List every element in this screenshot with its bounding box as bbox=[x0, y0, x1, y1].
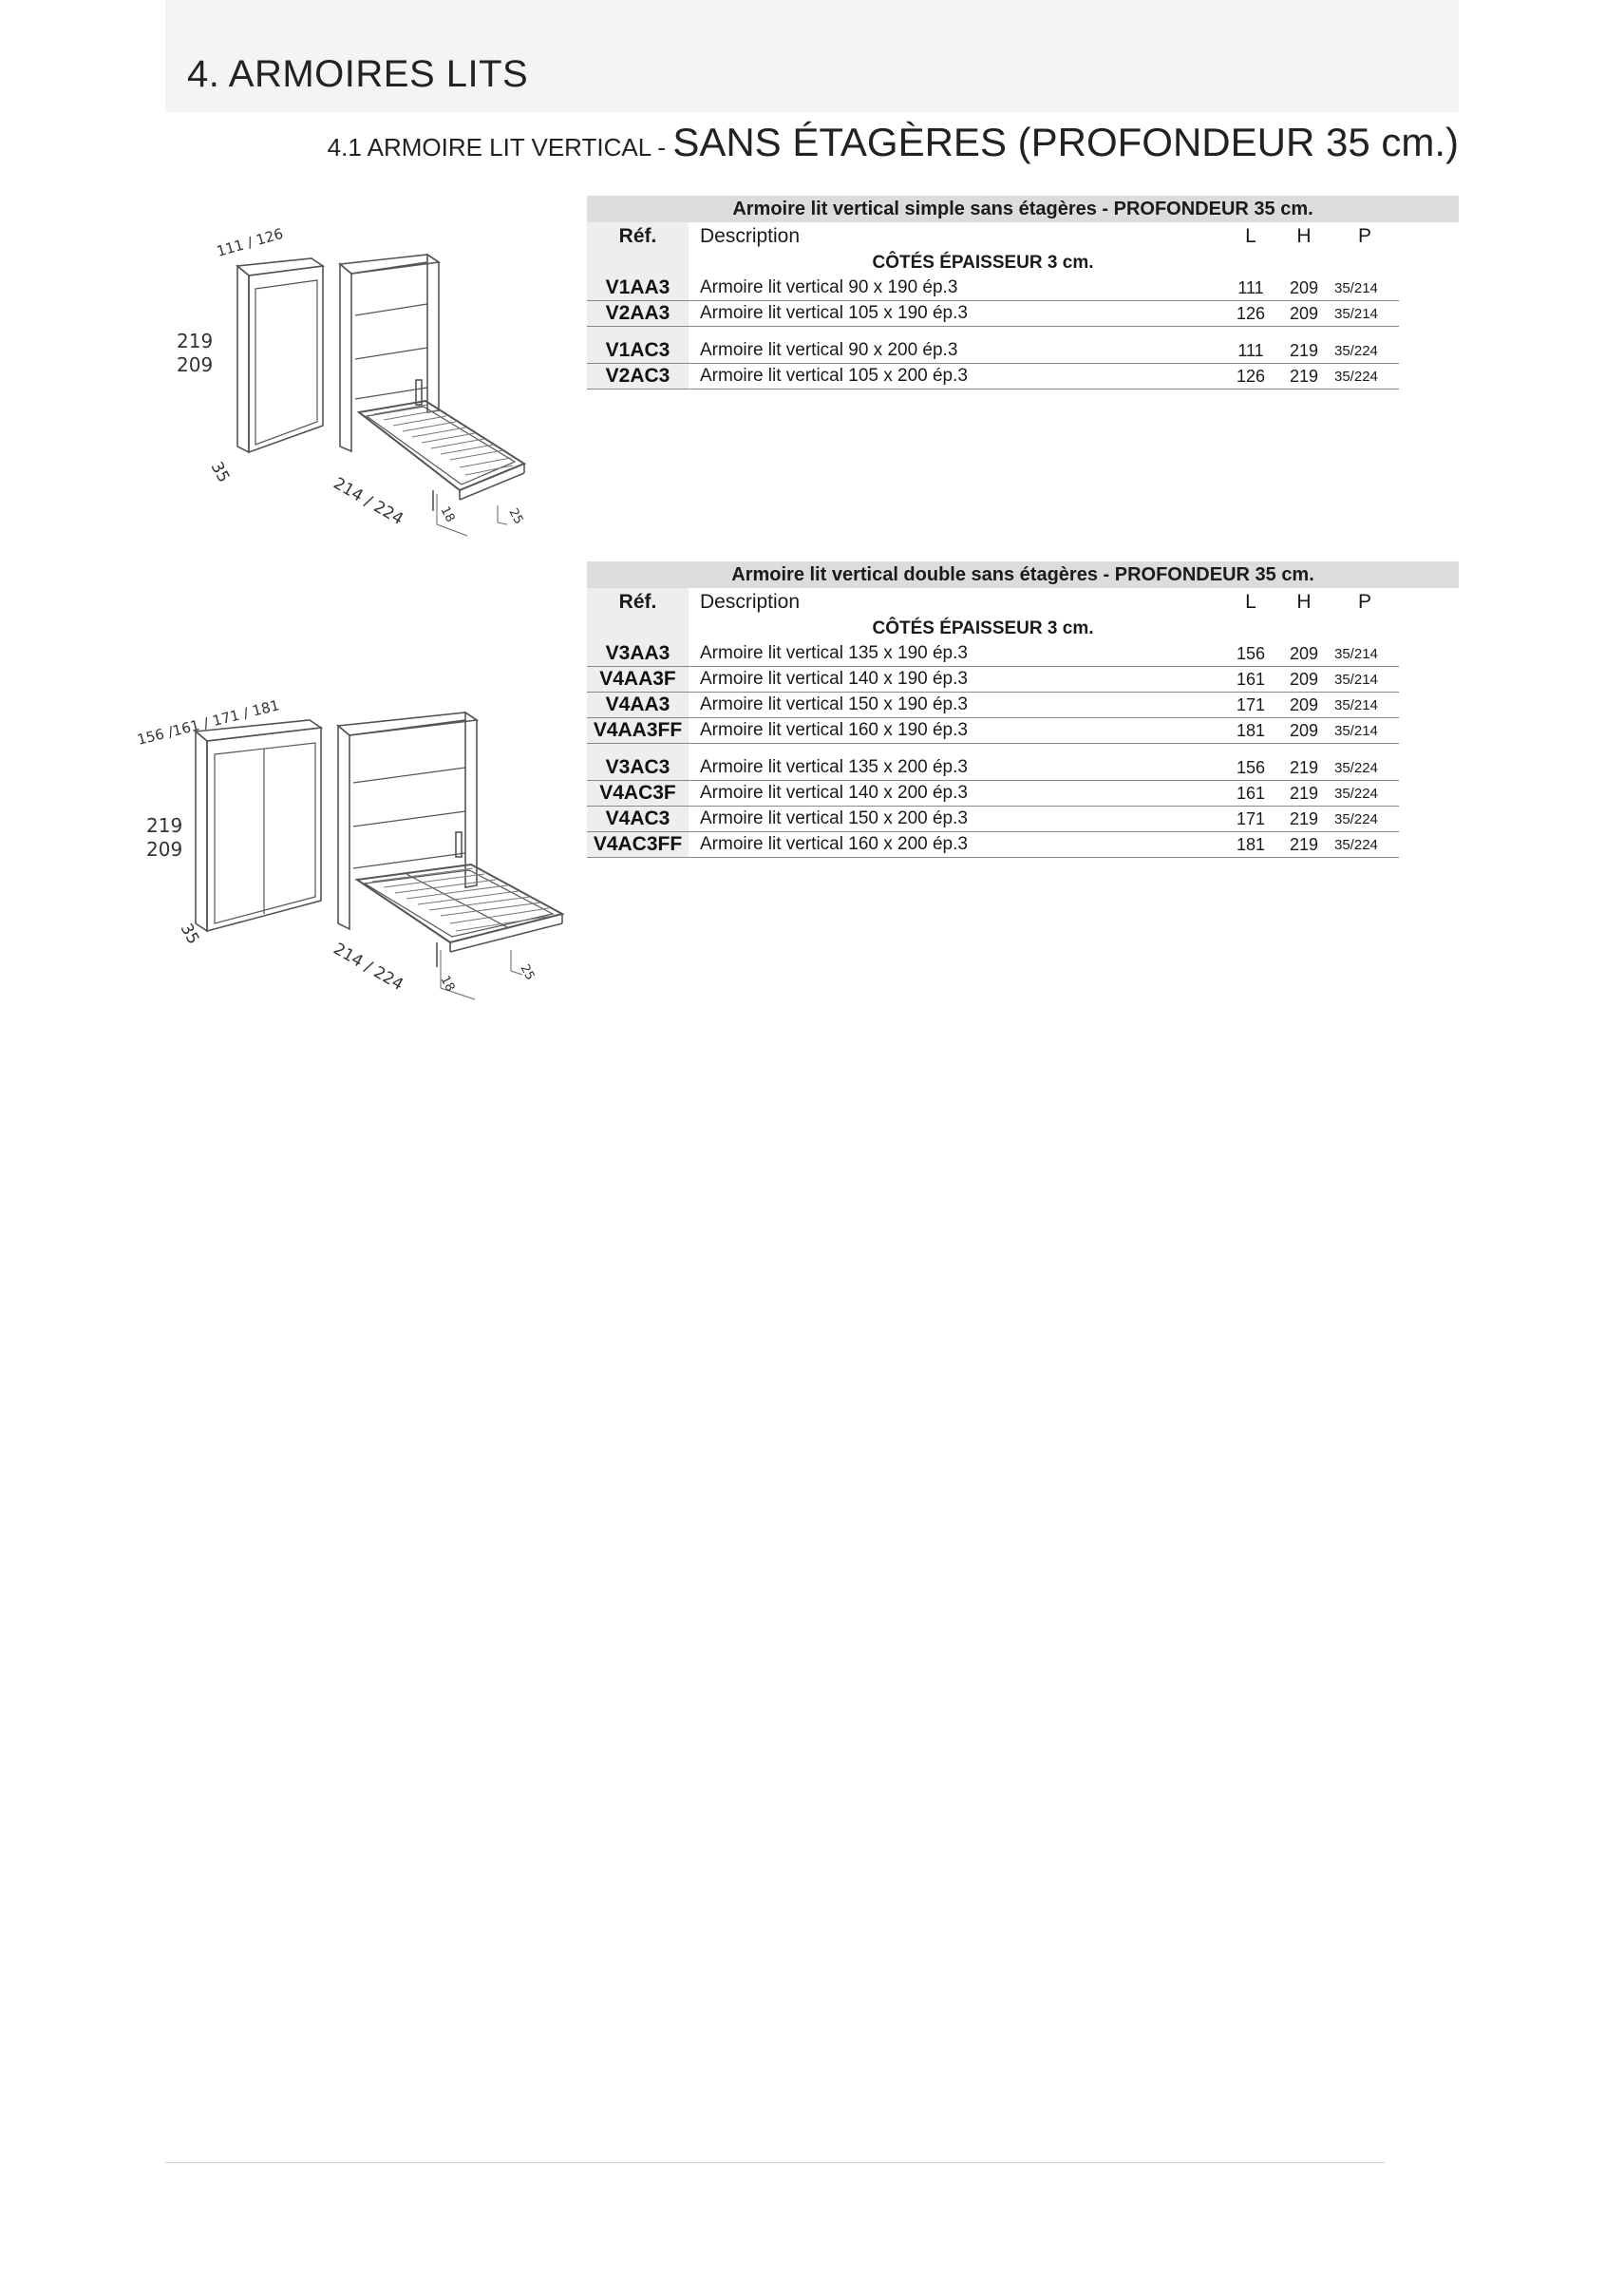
ref-header: Réf. bbox=[587, 222, 689, 251]
table-row bbox=[587, 667, 1459, 693]
row-l: 161 bbox=[1224, 667, 1277, 693]
row-h: 209 bbox=[1277, 667, 1331, 693]
table-row bbox=[587, 755, 1459, 781]
row-ref: V2AC3 bbox=[587, 364, 689, 390]
row-p: 35/214 bbox=[1331, 693, 1399, 718]
l-header: L bbox=[1245, 225, 1256, 247]
row-l: 111 bbox=[1224, 338, 1277, 364]
footer-divider bbox=[165, 2162, 1385, 2163]
row-l: 171 bbox=[1224, 807, 1277, 832]
row-ref: V4AC3 bbox=[587, 807, 689, 832]
spec-table-simple bbox=[587, 196, 1459, 390]
row-p: 35/224 bbox=[1331, 364, 1399, 390]
sub-title bbox=[328, 120, 1459, 165]
sides-thickness-label: CÔTÉS ÉPAISSEUR 3 cm. bbox=[872, 253, 1094, 273]
depth-label: 35 bbox=[176, 920, 203, 948]
table-row bbox=[587, 807, 1459, 832]
row-description: Armoire lit vertical 150 x 200 ép.3 bbox=[689, 807, 1224, 832]
ref-header: Réf. bbox=[587, 588, 689, 617]
row-p: 35/224 bbox=[1331, 338, 1399, 364]
row-p: 35/214 bbox=[1331, 301, 1399, 327]
table-row bbox=[587, 781, 1459, 807]
table-row bbox=[587, 276, 1459, 301]
row-l: 156 bbox=[1224, 641, 1277, 667]
row-h: 209 bbox=[1277, 718, 1331, 744]
row-l: 111 bbox=[1224, 276, 1277, 301]
row-ref: V4AC3FF bbox=[587, 832, 689, 858]
row-description: Armoire lit vertical 90 x 200 ép.3 bbox=[689, 338, 1224, 364]
row-l: 126 bbox=[1224, 301, 1277, 327]
row-description: Armoire lit vertical 150 x 190 ép.3 bbox=[689, 693, 1224, 718]
table-caption: Armoire lit vertical double sans étagères - PROFONDEUR 35 cm. bbox=[587, 561, 1459, 588]
height-bottom-label: 209 bbox=[146, 838, 183, 861]
open-depth-label: 214 / 224 bbox=[330, 474, 407, 530]
row-h: 219 bbox=[1277, 832, 1331, 858]
table-row bbox=[587, 718, 1459, 744]
row-h: 219 bbox=[1277, 807, 1331, 832]
row-h: 219 bbox=[1277, 364, 1331, 390]
row-p: 35/214 bbox=[1331, 641, 1399, 667]
row-ref: V4AA3 bbox=[587, 693, 689, 718]
table-row bbox=[587, 693, 1459, 718]
row-description: Armoire lit vertical 160 x 200 ép.3 bbox=[689, 832, 1224, 858]
row-l: 156 bbox=[1224, 755, 1277, 781]
table-caption: Armoire lit vertical simple sans étagères - PROFONDEUR 35 cm. bbox=[587, 196, 1459, 222]
leg-label: 18 bbox=[437, 504, 458, 525]
row-p: 35/214 bbox=[1331, 276, 1399, 301]
row-ref: V3AA3 bbox=[587, 641, 689, 667]
row-l: 126 bbox=[1224, 364, 1277, 390]
l-header: L bbox=[1245, 591, 1256, 613]
row-ref: V4AA3F bbox=[587, 667, 689, 693]
p-header: P bbox=[1357, 591, 1371, 613]
section-title: 4. ARMOIRES LITS bbox=[187, 53, 529, 95]
row-description: Armoire lit vertical 90 x 190 ép.3 bbox=[689, 276, 1224, 301]
row-ref: V4AC3F bbox=[587, 781, 689, 807]
leg-label: 18 bbox=[437, 973, 458, 995]
description-header: Description bbox=[700, 591, 801, 613]
row-ref: V3AC3 bbox=[587, 755, 689, 781]
width-label: 156 /161 / 171 / 181 bbox=[135, 696, 281, 749]
row-ref: V1AC3 bbox=[587, 338, 689, 364]
row-description: Armoire lit vertical 160 x 190 ép.3 bbox=[689, 718, 1224, 744]
subtitle-main: SANS ÉTAGÈRES (PROFONDEUR 35 cm.) bbox=[672, 120, 1459, 164]
h-header: H bbox=[1296, 591, 1312, 613]
base-label: 25 bbox=[517, 961, 538, 983]
bed-drawing-double bbox=[123, 665, 579, 1026]
row-description: Armoire lit vertical 140 x 190 ép.3 bbox=[689, 667, 1224, 693]
row-h: 209 bbox=[1277, 276, 1331, 301]
table-row bbox=[587, 832, 1459, 858]
row-l: 181 bbox=[1224, 718, 1277, 744]
table-row bbox=[587, 338, 1459, 364]
row-p: 35/224 bbox=[1331, 807, 1399, 832]
row-ref: V1AA3 bbox=[587, 276, 689, 301]
p-header: P bbox=[1357, 225, 1371, 247]
description-header: Description bbox=[700, 225, 801, 247]
height-top-label: 219 bbox=[146, 814, 183, 837]
h-header: H bbox=[1296, 225, 1312, 247]
row-description: Armoire lit vertical 105 x 200 ép.3 bbox=[689, 364, 1224, 390]
table-row bbox=[587, 641, 1459, 667]
spec-table-double bbox=[587, 561, 1459, 858]
height-bottom-label: 209 bbox=[177, 353, 214, 376]
depth-label: 35 bbox=[206, 458, 234, 486]
row-p: 35/224 bbox=[1331, 755, 1399, 781]
subtitle-prefix: 4.1 ARMOIRE LIT VERTICAL - bbox=[327, 133, 673, 162]
row-h: 219 bbox=[1277, 781, 1331, 807]
row-h: 219 bbox=[1277, 755, 1331, 781]
row-h: 209 bbox=[1277, 693, 1331, 718]
base-label: 25 bbox=[505, 505, 526, 527]
row-p: 35/214 bbox=[1331, 718, 1399, 744]
height-top-label: 219 bbox=[177, 330, 214, 352]
row-h: 209 bbox=[1277, 641, 1331, 667]
row-h: 209 bbox=[1277, 301, 1331, 327]
row-l: 171 bbox=[1224, 693, 1277, 718]
sides-thickness-label: CÔTÉS ÉPAISSEUR 3 cm. bbox=[872, 618, 1094, 638]
row-p: 35/224 bbox=[1331, 832, 1399, 858]
row-p: 35/224 bbox=[1331, 781, 1399, 807]
table-row bbox=[587, 301, 1459, 327]
row-h: 219 bbox=[1277, 338, 1331, 364]
table-row bbox=[587, 364, 1459, 390]
row-p: 35/214 bbox=[1331, 667, 1399, 693]
row-ref: V4AA3FF bbox=[587, 718, 689, 744]
row-ref: V2AA3 bbox=[587, 301, 689, 327]
row-l: 181 bbox=[1224, 832, 1277, 858]
width-label: 111 / 126 bbox=[215, 224, 286, 260]
row-description: Armoire lit vertical 135 x 200 ép.3 bbox=[689, 755, 1224, 781]
row-description: Armoire lit vertical 140 x 200 ép.3 bbox=[689, 781, 1224, 807]
row-l: 161 bbox=[1224, 781, 1277, 807]
row-description: Armoire lit vertical 105 x 190 ép.3 bbox=[689, 301, 1224, 327]
open-depth-label: 214 / 224 bbox=[330, 940, 407, 996]
row-description: Armoire lit vertical 135 x 190 ép.3 bbox=[689, 641, 1224, 667]
bed-drawing-simple bbox=[142, 209, 541, 551]
